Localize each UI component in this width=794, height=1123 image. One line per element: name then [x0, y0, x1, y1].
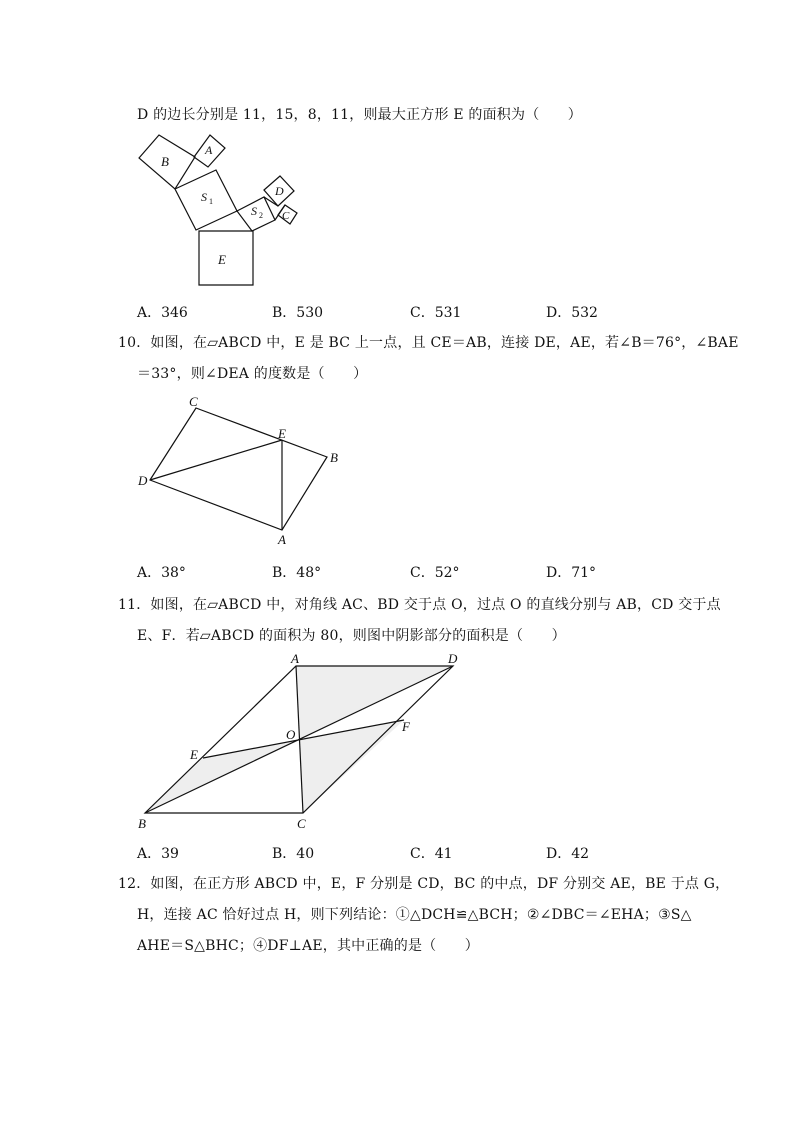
label-S1: S: [201, 190, 207, 204]
q9-figure: [130, 128, 310, 293]
q11-stem-line1: 11．如图，在▱ABCD 中，对角线 AC、BD 交于点 O，过点 O 的直线分别与 AB，CD 交于点: [118, 597, 721, 613]
q11-label-B: B: [138, 816, 146, 831]
q11-option-d[interactable]: D．42: [546, 846, 590, 862]
q10-figure: [130, 390, 350, 550]
label-S2: S: [251, 204, 257, 218]
q10-label-A: A: [278, 532, 286, 547]
q10-stem-line1: 10．如图，在▱ABCD 中，E 是 BC 上一点，且 CE＝AB，连接 DE，AE，若∠B＝76°，∠BAE: [118, 335, 739, 351]
q10-option-b[interactable]: B．48°: [272, 565, 322, 581]
q10-label-E: E: [278, 426, 286, 441]
q10-option-c[interactable]: C．52°: [410, 565, 460, 581]
q11-option-c[interactable]: C．41: [410, 846, 453, 862]
label-B: B: [161, 154, 169, 169]
q12-stem-line2: H，连接 AC 恰好过点 H，则下列结论：①△DCH≌△BCH；②∠DBC＝∠EHA；③S△: [137, 907, 692, 923]
q9-option-b[interactable]: B．530: [272, 305, 324, 321]
label-S1-sub: 1: [209, 197, 213, 206]
q10-label-B: B: [330, 450, 338, 465]
q9-stem: D 的边长分别是 11，15，8，11，则最大正方形 E 的面积为（ ）: [137, 107, 582, 123]
q11-label-D: D: [448, 651, 458, 666]
label-A: A: [205, 143, 213, 157]
shade-COF: [300, 720, 404, 813]
square-E: [199, 231, 253, 285]
q10-label-D: D: [138, 473, 148, 488]
q9-option-a[interactable]: A．346: [137, 305, 188, 321]
q10-option-a[interactable]: A．38°: [137, 565, 186, 581]
label-C: C: [282, 210, 290, 222]
q11-stem-line2: E、F．若▱ABCD 的面积为 80，则图中阴影部分的面积是（ ）: [137, 628, 566, 644]
q9-option-c[interactable]: C．531: [410, 305, 462, 321]
q10-option-d[interactable]: D．71°: [546, 565, 597, 581]
q11-label-C: C: [297, 816, 306, 831]
q11-figure: [130, 645, 470, 835]
q11-label-E: E: [190, 747, 198, 762]
q11-option-b[interactable]: B．40: [272, 846, 315, 862]
q11-label-A: A: [291, 651, 299, 666]
q10-label-C: C: [189, 394, 198, 409]
q9-option-d[interactable]: D．532: [546, 305, 598, 321]
q12-stem-line3: AHE＝S△BHC；④DF⊥AE，其中正确的是（ ）: [137, 938, 479, 954]
q11-label-O: O: [286, 727, 296, 742]
q11-option-a[interactable]: A．39: [137, 846, 179, 862]
q11-label-F: F: [402, 719, 410, 734]
label-S2-sub: 2: [259, 211, 263, 220]
label-D: D: [275, 184, 284, 198]
q10-stem-line2: ＝33°，则∠DEA 的度数是（ ）: [137, 366, 368, 382]
q12-stem-line1: 12．如图，在正方形 ABCD 中，E，F 分别是 CD，BC 的中点，DF 分别交 AE，BE 于点 G，: [118, 876, 730, 892]
label-E: E: [218, 252, 226, 267]
